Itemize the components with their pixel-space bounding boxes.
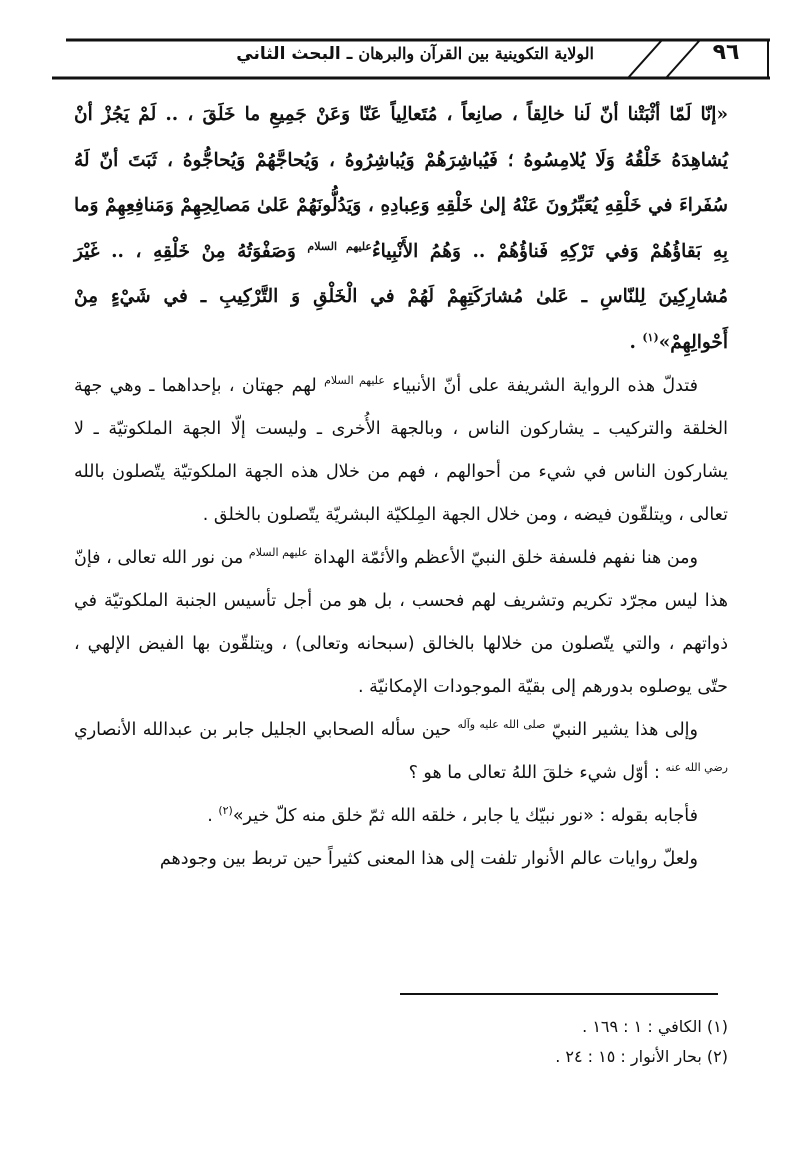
paragraph-text: : أوّل شيء خلقَ اللهُ تعالى ما هو ؟ [408, 763, 660, 783]
paragraph-1 [74, 365, 728, 537]
paragraph-text: وإلى هذا يشير النبيّ [551, 720, 698, 740]
paragraph-text: لهم جهتان ، بإحداهما ـ وهي جهة الخلقة والتركيب ـ يشاركون الناس ، وبالجهة الأُخرى ـ وليست إلّا الجهة الملكوتيّة ـ لا يشاركون الناس في شيء من أحوالهم ، فهم من خلال هذه الجهة الملكوتيّة يتّصلون بالله تعالى ، ويتلقّون فيضه ، ومن خلال الجهة المِلكيّة البشريّة يتّصلون بالخلق . [74, 376, 728, 525]
running-header [52, 34, 770, 82]
paragraph-5 [74, 838, 728, 881]
book-title: الولاية التكوينية بين القرآن والبرهان [358, 44, 594, 63]
footnote-divider [400, 993, 718, 995]
footnote-ref-2[interactable]: (٢) [218, 804, 233, 818]
footnote-2: (٢) بحار الأنوار : ١٥ : ٢٤ . [555, 1047, 728, 1066]
running-title [74, 44, 594, 64]
footnote-ref-1[interactable]: (١) [642, 330, 659, 344]
page-body [74, 92, 728, 881]
paragraph-text: من نور الله تعالى ، فإنّ هذا ليس مجرّد تكريم وتشريف لهم فحسب ، بل هو من أجل تأسيس الجنبة الملكوتيّة في ذواتهم ، والتي يتّصلون من خلالها بالخالق (سبحانه وتعالى) ، ويتلقّون بها الفيض الإلهي ، حتّى يوصلوه بدورهم إلى بقيّة الموجودات الإمكانيّة . [74, 548, 728, 697]
honorific-mark: عليهم السلام [307, 239, 372, 253]
paragraph-2 [74, 537, 728, 709]
paragraph-4 [74, 795, 728, 838]
quote-text: إنّا لَمّا أثْبَتْنا أنّ لَنا خالِقاً ، صانِعاً ، مُتَعالِياً عَنّا وَعَنْ جَمِيعِ ما خَلَقَ ، .. لَمْ يَجُزْ أنْ يُشاهِدَهُ خَلْقُهُ وَلَا يُلامِسُوهُ ؛ فَيُباشِرَهُمْ وَيُباشِرُوهُ ، وَيُحاجَّهُمْ وَيُحاجُّوهُ ، ثَبَتَ أنّ لَهُ سُفَراءَ في خَلْقِهِ يُعَبِّرُونَ عَنْهُ إلىٰ خَلْقِهِ وَعِبادِهِ ، وَيَدُلُّونَهُمْ عَلىٰ مَصالِحِهِمْ وَمَنافِعِهِمْ وَما بِهِ بَقاؤُهُمْ وَفي تَرْكِهِ فَناؤُهُمْ .. وَهُمُ الأَنْبِياءُ [74, 104, 728, 262]
section-title: البحث الثاني [236, 44, 341, 64]
quote-text-2: وَصَفْوَتُهُ مِنْ خَلْقِهِ ، .. غَيْرَ مُشارِكِينَ لِلنّاسِ ـ عَلىٰ مُشارَكَتِهِمْ لَهُمْ في الْخَلْقِ وَ التَّرْكِيبِ ـ في شَيْءٍ مِنْ أَحْوالِهِمْ [74, 240, 728, 353]
title-separator: ـ [340, 44, 359, 64]
quote-close: » [658, 331, 671, 353]
paragraph-3 [74, 709, 728, 795]
paragraph-text: فأجابه بقوله : «نور نبيّك يا جابر ، خلقه الله ثمّ خلق منه كلّ خير» [232, 806, 698, 826]
paragraph-text: فتدلّ هذه الرواية الشريفة على أنّ الأنبياء [392, 376, 698, 396]
quote-open: « [716, 104, 728, 125]
honorific-mark: رضي الله عنه [665, 761, 728, 775]
paragraph-end: . [207, 806, 219, 826]
paragraph-text: ولعلّ روايات عالم الأنوار تلفت إلى هذا المعنى كثيراً حين تربط بين وجودهم [159, 849, 698, 869]
footnotes [128, 1012, 728, 1072]
honorific-mark: صلى الله عليه وآله [457, 718, 546, 732]
footnote-1: (١) الكافي : ١ : ١٦٩ . [582, 1017, 728, 1036]
page-number: ٩٦ [712, 40, 740, 65]
quote-end: . [629, 331, 643, 353]
hadith-quote [74, 92, 728, 365]
honorific-mark: عليهم السلام [248, 546, 308, 560]
paragraph-text: ومن هنا نفهم فلسفة خلق النبيّ الأعظم والأئمّة الهداة [313, 548, 698, 568]
paragraph-text: حين سأله الصحابي الجليل جابر بن عبدالله الأنصاري [74, 720, 452, 740]
honorific-mark: عليهم السلام [324, 374, 385, 388]
